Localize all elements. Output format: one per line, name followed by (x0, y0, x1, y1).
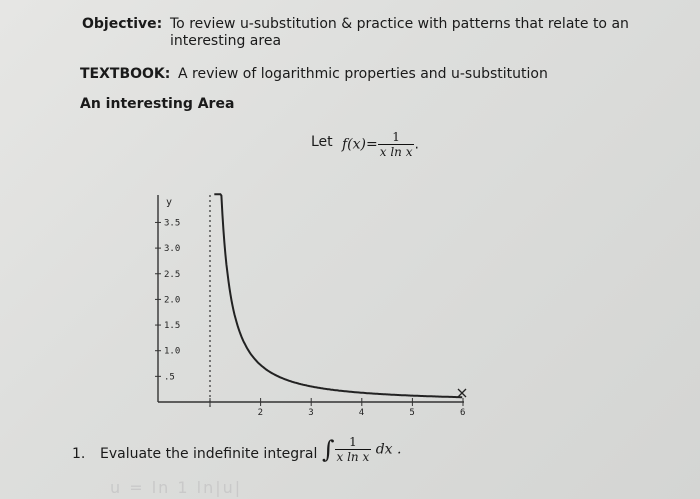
y-tick-label: 1.0 (164, 346, 181, 357)
y-tick-label: 2.5 (164, 269, 181, 280)
fx-denominator: x ln x (379, 145, 413, 159)
y-tick-label: .5 (164, 372, 175, 383)
y-tick-label: 1.5 (164, 321, 181, 332)
objective-label: Objective: (82, 16, 163, 32)
textbook-label: TEXTBOOK: (80, 66, 171, 82)
objective-line-2: interesting area (170, 33, 282, 49)
x-tick-label: 3 (308, 408, 314, 418)
integral-expression (322, 435, 401, 464)
fx-numerator: 1 (378, 130, 415, 145)
x-tick-label: 2 (257, 408, 264, 418)
y-axis-label: y (166, 197, 173, 208)
y-tick-label: 3.5 (164, 218, 181, 229)
section-title: An interesting Area (80, 96, 235, 112)
curve-end-mark (458, 389, 466, 397)
fx-lhs: f(x)= (342, 136, 378, 153)
objective-line-1: To review u-substitution & practice with patterns that relate to an (170, 16, 629, 32)
fx-period: . (414, 136, 419, 153)
y-tick-label: 3.0 (164, 244, 181, 255)
question-text: Evaluate the indefinite integral (100, 446, 318, 462)
handwritten-note: u = ln 1 ln|u| (110, 478, 243, 497)
let-label: Let (311, 134, 333, 150)
x-tick-label: 4 (358, 408, 365, 418)
function-curve (214, 194, 462, 397)
x-tick-label: 6 (460, 408, 466, 418)
integral-sign: ∫ (322, 435, 335, 464)
integrand-fraction (335, 435, 372, 464)
dx-label: dx . (375, 441, 402, 458)
integrand-denominator: x ln x (336, 450, 370, 464)
question-number: 1. (72, 446, 86, 462)
x-tick-label: 5 (409, 408, 415, 418)
textbook-text: A review of logarithmic properties and u-substitution (178, 66, 548, 82)
y-tick-label: 2.0 (164, 295, 181, 306)
integrand-numerator: 1 (335, 435, 372, 450)
